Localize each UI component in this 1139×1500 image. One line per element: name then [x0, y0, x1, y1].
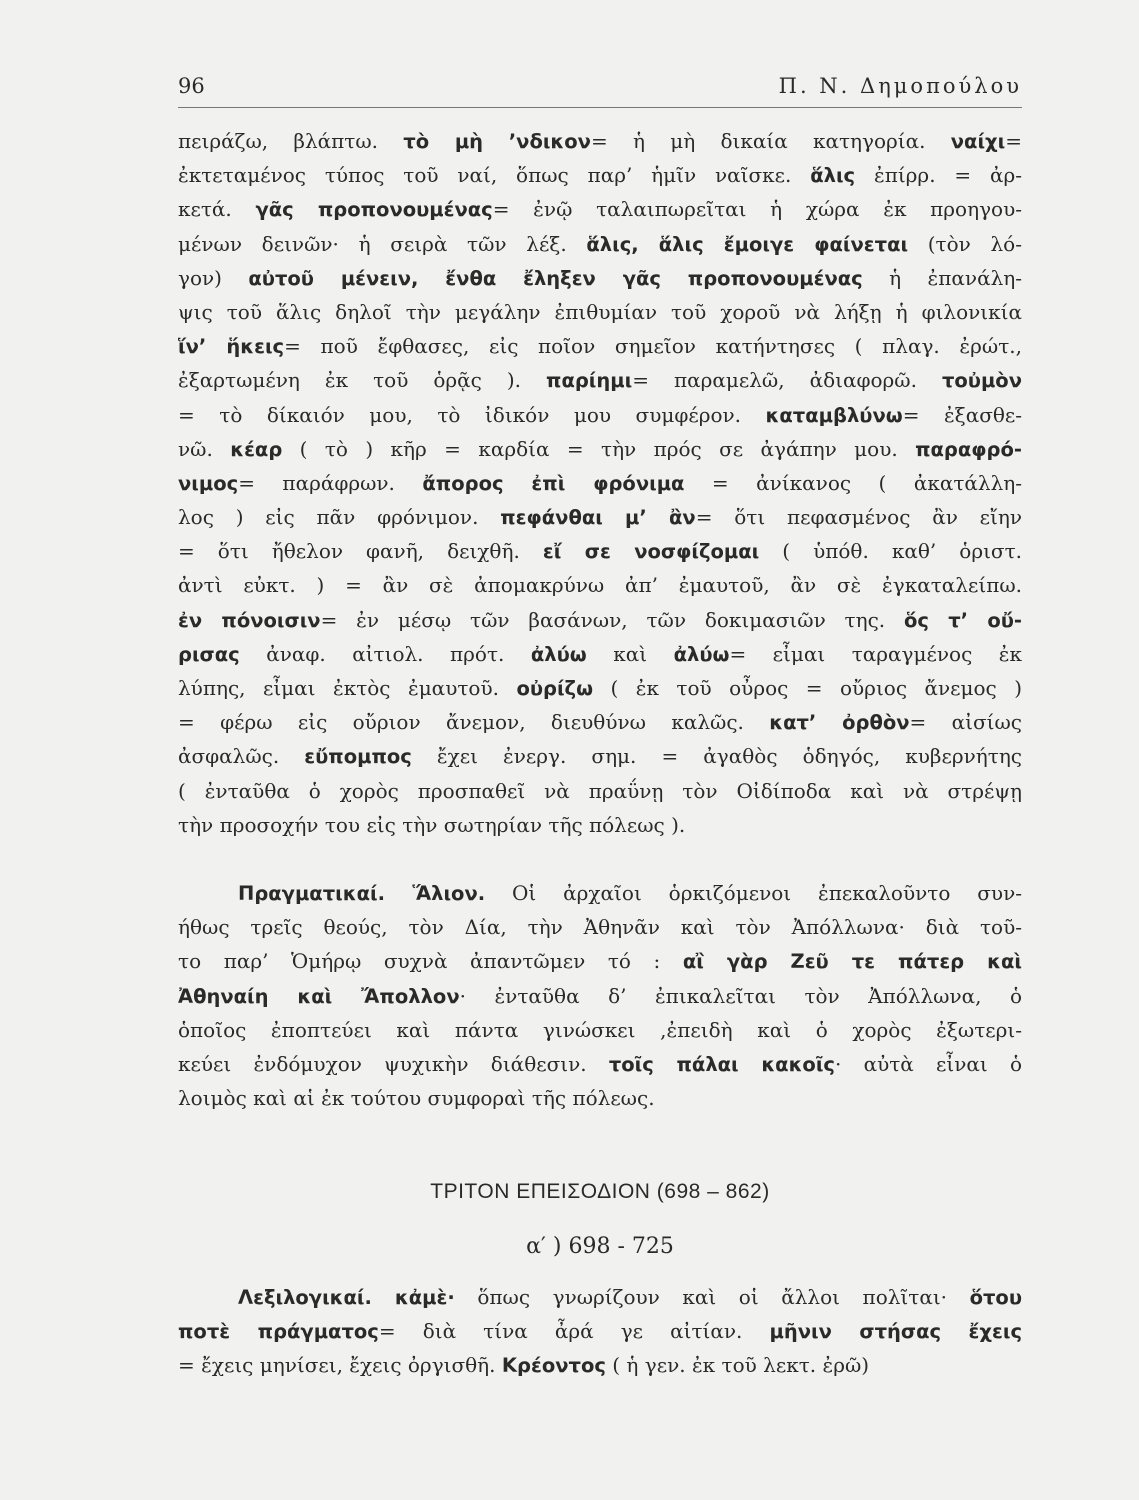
bold-term: ὅτου — [969, 1286, 1022, 1309]
text-run: ὅπως γνωρίζουν καὶ οἱ ἄλλοι πολῖται· — [454, 1285, 970, 1309]
text-run: = ἀνίκανος ( ἀκατάλλη- — [684, 470, 1022, 495]
text-line — [178, 1013, 1022, 1047]
text-line — [178, 398, 1022, 432]
text-run: · ἐνταῦθα δ’ ἐπικαλεῖται τὸν Ἀπόλλωνα, ὁ — [459, 983, 1022, 1008]
text-line — [178, 876, 1022, 910]
text-run: μένων δεινῶν· ἡ σειρὰ τῶν λέξ. — [178, 231, 587, 256]
text-run: κετά. — [178, 197, 256, 222]
bold-term: νιμος — [178, 471, 239, 495]
text-line — [178, 1280, 1022, 1314]
text-run: κεύει ἐνδόμυχον ψυχικὴν διάθεσιν. — [178, 1051, 609, 1076]
bold-term: ἅλις — [810, 164, 856, 188]
text-run: ἐξαρτωμένη ἐκ τοῦ ὁρᾷς ). — [178, 368, 547, 393]
bold-term: παραφρό- — [915, 437, 1022, 461]
text-run: · αὐτὰ εἶναι ὁ — [834, 1051, 1022, 1076]
text-run: λοιμὸς καὶ αἱ ἐκ τούτου συμφοραὶ τῆς πόλεως. — [178, 1086, 655, 1111]
paragraph-gap — [178, 842, 1022, 876]
bold-term: ἅλις, ἅλις ἔμοιγε φαίνεται — [586, 232, 909, 256]
text-run: = παράφρων. — [238, 470, 423, 495]
text-run: λύπης, εἶμαι ἐκτὸς ἐμαυτοῦ. — [178, 676, 517, 700]
bold-term: παρίημι — [546, 369, 633, 393]
text-run: ( ἐκ τοῦ οὖρος = οὔριος ἄνεμος ) — [593, 676, 1022, 700]
page-header — [178, 74, 1022, 104]
text-run: = ἐνῷ ταλαιπωρεῖται ἡ χώρα ἐκ προηγου- — [492, 197, 1022, 222]
bold-term: τοὐμὸν — [941, 369, 1022, 393]
section-title: ΤΡΙΤΟΝ ΕΠΕΙΣΟΔΙΟΝ (698 – 862) — [430, 1180, 770, 1203]
text-run: λος ) εἰς πᾶν φρόνιμον. — [178, 505, 501, 530]
text-line — [178, 705, 1022, 739]
bold-term: ρισας — [178, 642, 240, 666]
text-line — [178, 603, 1022, 637]
text-run: ἀναφ. αἰτιολ. πρότ. — [239, 641, 531, 666]
bold-term: ναίχι — [950, 130, 1006, 153]
bold-term: γᾶς προπονουμένας — [255, 198, 493, 222]
text-run: ἀσφαλῶς. — [178, 744, 305, 769]
text-run: = εἶμαι ταραγμένος ἐκ — [729, 641, 1022, 666]
bold-term: κατ’ ὀρθὸν — [769, 711, 910, 735]
text-line — [178, 1081, 1022, 1115]
text-run: πειράζω, βλάπτω. — [178, 129, 404, 153]
text-run: = διὰ τίνα ἆρά γε αἰτίαν. — [378, 1319, 770, 1344]
text-run: ἐκτεταμένος τύπος τοῦ ναί, ὅπως παρ’ ἡμῖν ναῖσκε. — [178, 163, 811, 188]
bold-term: ἐν πόνοισιν — [178, 608, 321, 632]
text-line — [178, 500, 1022, 534]
bold-term: Κρέοντος — [501, 1354, 606, 1378]
bold-term: κέαρ — [230, 437, 283, 461]
text-run: ὁποῖος ἐποπτεύει καὶ πάντα γινώσκει ,ἐπειδὴ καὶ ὁ χορὸς ἐξωτερι- — [178, 1017, 1022, 1042]
text-run: γον) — [178, 265, 249, 290]
text-line — [178, 739, 1022, 773]
bold-term: εὔπομπος — [304, 745, 412, 769]
text-run: ψις τοῦ ἅλις δηλοῖ τὴν μεγάλην ἐπιθυμίαν τοῦ χοροῦ νὰ λήξῃ ἡ φιλονικία — [178, 299, 1022, 324]
text-line — [178, 568, 1022, 602]
text-run: ἀντὶ εὐκτ. ) = ἂν σὲ ἀπομακρύνω ἀπ’ ἐμαυτοῦ, ἂν σὲ ἐγκαταλείπω. — [178, 573, 1022, 598]
text-run: (τὸν λό- — [908, 231, 1022, 256]
text-run: = τὸ δίκαιόν μου, τὸ ἰδικόν μου συμφέρον. — [178, 402, 766, 427]
bold-term: αὐτοῦ μένειν, ἔνθα ἔληξεν γᾶς προπονουμένας — [248, 266, 863, 290]
header-rule — [178, 107, 1022, 108]
bold-term: ἄπορος ἐπὶ φρόνιμα — [422, 471, 685, 495]
text-run: = αἰσίως — [909, 710, 1022, 735]
text-run: καὶ — [586, 641, 674, 666]
bold-term: ἀλύω — [530, 642, 587, 666]
bold-term: Λεξιλογικαί. κἀμὲ· — [238, 1286, 455, 1309]
text-run: = παραμελῶ, ἀδιαφορῶ. — [632, 368, 942, 393]
paragraph-factual-notes — [178, 876, 1022, 1115]
text-run: τὴν προσοχήν του εἰς τὴν σωτηρίαν τῆς πόλεως ). — [178, 812, 686, 837]
text-run: ( τὸ ) κῆρ = καρδία = τὴν πρός σε ἀγάπην μου. — [282, 436, 916, 461]
text-run: ήθως τρεῖς θεούς, τὸν Δία, τὴν Ἀθηνᾶν καὶ τὸν Ἀπόλλωνα· διὰ τοῦ- — [178, 915, 1022, 940]
text-run: = ἐν μέσῳ τῶν βασάνων, τῶν δοκιμασιῶν της. — [320, 607, 905, 632]
text-line — [178, 124, 1022, 158]
text-line — [178, 227, 1022, 261]
text-run: ( ἐνταῦθα ὁ χορὸς προσπαθεῖ νὰ πραΰνῃ τὸν Οἰδίποδα καὶ νὰ στρέψῃ — [178, 778, 1022, 803]
text-run: = — [1005, 129, 1022, 153]
text-line — [178, 1047, 1022, 1081]
text-run: ἔχει ἐνεργ. σημ. = ἀγαθὸς ὁδηγός, κυβερνήτης — [411, 744, 1022, 769]
bold-term: ἀλύω — [673, 642, 730, 666]
bold-term: αἲ γὰρ Ζεῦ τε πάτερ καὶ — [682, 950, 1022, 974]
bold-term: εἴ σε νοσφίζομαι — [542, 540, 760, 564]
text-run: νῶ. — [178, 436, 231, 461]
text-line — [178, 466, 1022, 500]
text-line — [178, 910, 1022, 944]
text-line — [178, 671, 1022, 705]
text-run: ( ὑπόθ. καθ’ ὁριστ. — [759, 539, 1022, 564]
bold-term: ὅς τ’ οὔ- — [904, 608, 1022, 632]
paragraph-lexical-notes — [178, 124, 1022, 842]
page-number: 96 — [178, 74, 205, 98]
text-run: ἡ ἐπανάλη- — [862, 265, 1022, 290]
bold-term: ποτὲ πράγματος — [178, 1320, 379, 1344]
text-run: Οἱ ἀρχαῖοι ὁρκιζόμενοι ἐπεκαλοῦντο συν- — [485, 880, 1022, 905]
text-line — [178, 261, 1022, 295]
text-run: ἐπίρρ. = ἀρ- — [855, 163, 1022, 188]
running-head: Π. Ν. Δημοπούλου — [778, 74, 1022, 98]
bold-term: ἵν’ ἥκεις — [178, 335, 285, 359]
text-line — [178, 363, 1022, 397]
text-line — [178, 329, 1022, 363]
text-line — [178, 158, 1022, 192]
text-line — [178, 774, 1022, 808]
text-line — [178, 295, 1022, 329]
bold-term: μῆνιν στήσας ἔχεις — [769, 1320, 1022, 1344]
text-run: το παρ’ Ὁμήρῳ συχνὰ ἀπαντῶμεν τό : — [178, 949, 683, 974]
text-run: = ποῦ ἔφθασες, εἰς ποῖον σημεῖον κατήντησες ( πλαγ. ἐρώτ., — [284, 334, 1022, 359]
text-line — [178, 979, 1022, 1013]
text-line — [178, 944, 1022, 978]
text-line — [178, 192, 1022, 226]
text-run: = ἐξασθε- — [902, 402, 1022, 427]
main-text — [178, 124, 1022, 1115]
text-line — [178, 1314, 1022, 1348]
text-run: = ὅτι πεφασμένος ἂν εἴην — [695, 505, 1022, 530]
text-run: ( ἡ γεν. ἐκ τοῦ λεκτ. ἐρῶ) — [605, 1353, 870, 1378]
text-line — [178, 534, 1022, 568]
text-line — [178, 808, 1022, 842]
text-run: = ἡ μὴ δικαία κατηγορία. — [590, 129, 951, 153]
text-run: = ἔχεις μηνίσει, ἔχεις ὀργισθῆ. — [178, 1353, 502, 1378]
text-line — [178, 637, 1022, 671]
text-line — [178, 1348, 1022, 1382]
text-run: = φέρω εἰς οὔριον ἄνεμον, διευθύνω καλῶς. — [178, 710, 770, 735]
bold-term: τοῖς πάλαι κακοῖς — [608, 1052, 835, 1076]
bold-term: οὐρίζω — [516, 677, 594, 700]
paragraph-vocabulary — [178, 1280, 1022, 1383]
main-text-continued — [178, 1280, 1022, 1383]
bold-term: καταμβλύνω — [765, 403, 903, 427]
text-run: = ὅτι ἤθελον φανῆ, δειχθῆ. — [178, 539, 543, 564]
bold-term: τὸ μὴ ’νδικον — [403, 130, 591, 153]
bold-term: Πραγματικαί. Ἅλιον. — [238, 881, 486, 905]
text-line — [178, 432, 1022, 466]
section-subtitle: α′ ) 698 - 725 — [526, 1234, 674, 1259]
bold-term: Ἀθηναίη καὶ Ἄπολλον — [178, 984, 460, 1008]
bold-term: πεφάνθαι μ’ ἂν — [500, 506, 696, 530]
